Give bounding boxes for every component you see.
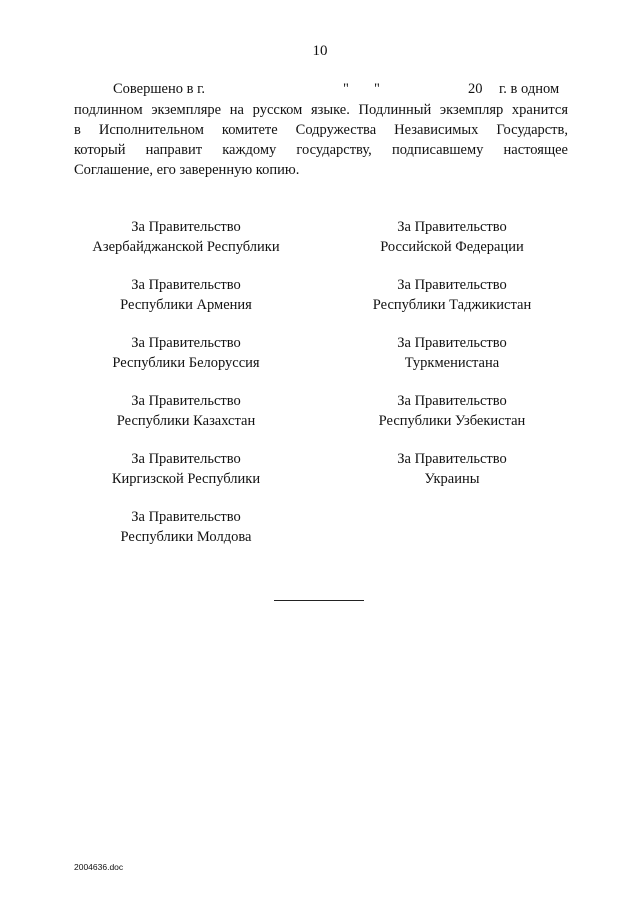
signature-block-kazakhstan xyxy=(56,391,316,431)
signature-line1: За Правительство xyxy=(131,393,241,409)
signature-line2: Туркменистана xyxy=(404,355,500,371)
signature-line2: Республики Армения xyxy=(120,297,252,313)
closing-year: 20 xyxy=(468,81,483,97)
signature-line2: Киргизской Республики xyxy=(111,471,261,487)
document-file-id: 2004636.doc xyxy=(74,862,124,872)
signature-line1: За Правительство xyxy=(397,277,507,293)
signature-line2: Российской Федерации xyxy=(380,239,524,255)
closing-line: подлинном экземпляре на русском языке. Подлинный экземпляр хранится xyxy=(74,102,568,118)
signature-block-kyrgyzstan xyxy=(56,449,316,489)
page-number: 10 xyxy=(312,43,328,59)
signature-line1: За Правительство xyxy=(397,451,507,467)
closing-first-line xyxy=(113,81,568,101)
signature-block-belarus xyxy=(56,333,316,373)
closing-line: Соглашение, его заверенную копию. xyxy=(74,162,300,178)
closing-rest: г. в одном xyxy=(499,81,560,97)
signature-block-turkmenistan xyxy=(322,333,582,373)
signature-block-azerbaijan xyxy=(56,217,316,257)
signature-line1: За Правительство xyxy=(397,219,507,235)
signature-line1: За Правительство xyxy=(131,509,241,525)
closing-quote-close: " xyxy=(374,81,380,97)
closing-done-in: Совершено в г. xyxy=(113,81,206,97)
signature-line2: Республики Казахстан xyxy=(116,413,256,429)
signature-block-ukraine xyxy=(322,449,582,489)
signature-line1: За Правительство xyxy=(131,219,241,235)
signature-line2: Республики Белоруссия xyxy=(112,355,260,371)
signature-line1: За Правительство xyxy=(131,451,241,467)
signature-line2: Украины xyxy=(424,471,480,487)
closing-line: в Исполнительном комитете Содружества Независимых Государств, xyxy=(74,122,568,138)
signature-line2: Республики Узбекистан xyxy=(378,413,526,429)
signature-block-moldova xyxy=(56,507,316,547)
signature-line1: За Правительство xyxy=(397,393,507,409)
signature-block-russia xyxy=(322,217,582,257)
end-of-document-rule xyxy=(274,600,364,601)
signature-line1: За Правительство xyxy=(397,335,507,351)
signature-block-tajikistan xyxy=(322,275,582,315)
signature-line1: За Правительство xyxy=(131,277,241,293)
signature-block-uzbekistan xyxy=(322,391,582,431)
closing-quote-open: " xyxy=(343,81,349,97)
signature-line1: За Правительство xyxy=(131,335,241,351)
signature-line2: Азербайджанской Республики xyxy=(92,239,280,255)
closing-line: который направит каждому государству, подписавшему настоящее xyxy=(74,142,568,158)
signature-block-armenia xyxy=(56,275,316,315)
signature-line2: Республики Молдова xyxy=(120,529,252,545)
signature-line2: Республики Таджикистан xyxy=(372,297,532,313)
